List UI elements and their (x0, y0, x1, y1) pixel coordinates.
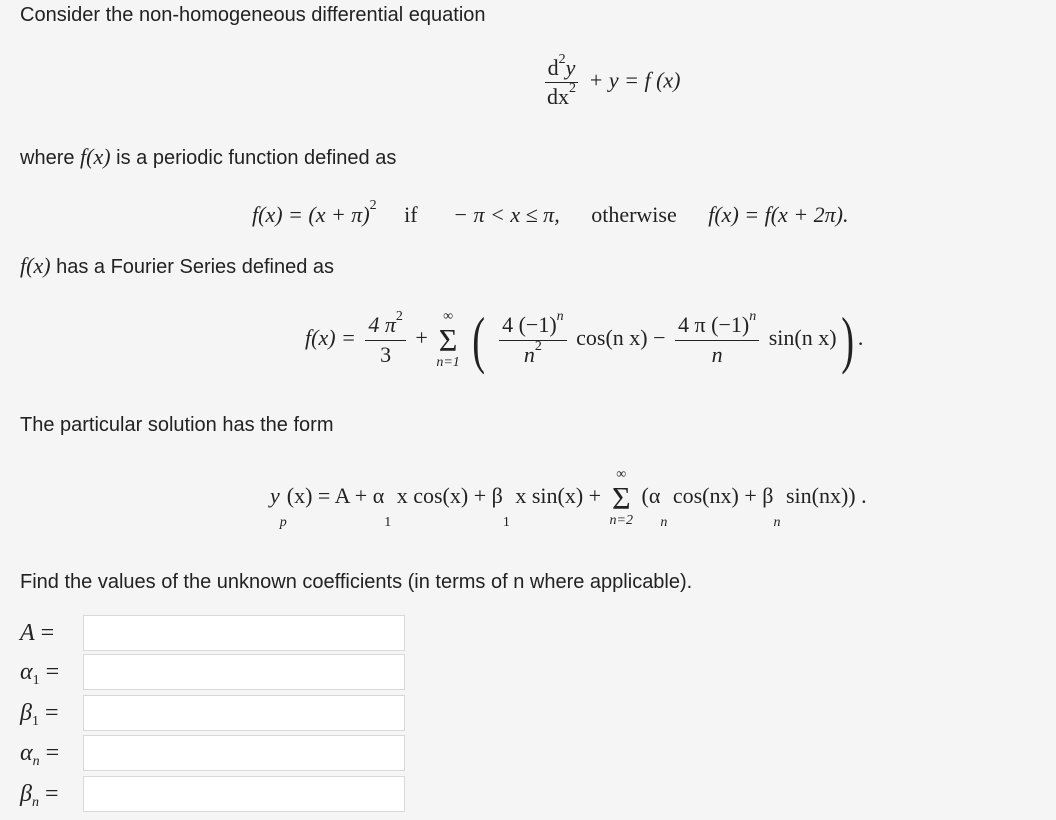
field-row-a (20, 614, 82, 652)
field-label-a: A = (20, 619, 55, 646)
instruction-text: Find the values of the unknown coefficients (in terms of n where applicable). (20, 571, 693, 593)
field-row-alphan (20, 734, 82, 772)
fourier-series-equation: f(x) = $\frac{4 \pi^2}{3}$ + ∞ Σ n=1 ( $\frac{4 (-1)^n}{n^2}$ cos(n x) − $\frac{4 \pi (-1)^n}{n}$ sin(n x)) . (305, 304, 864, 375)
beta1-input[interactable] (83, 695, 405, 731)
field-label-alpha1: $\alpha_1$ = (20, 658, 60, 688)
field-row-betan (20, 775, 82, 813)
field-row-alpha1 (20, 653, 82, 691)
intro-text: Consider the non-homogeneous differential equation (20, 4, 486, 26)
definition-equation: $f(x) = (x + \pi)^2$ if − π < x ≤ π, otherwise f(x) = f(x + 2π). (252, 198, 849, 227)
fourier-text: f(x) has a Fourier Series defined as (20, 253, 335, 278)
alpha1-input[interactable] (83, 654, 405, 690)
alphan-input[interactable] (83, 735, 405, 771)
betan-input[interactable] (83, 776, 405, 812)
where-text: where f(x) is a periodic function defined as (20, 144, 397, 169)
particular-solution-equation: $y_p(x) = A + \alpha_1$ x $\cos(x) + \beta_1$ x sin(x) + ∞ Σ n=2 ($\alpha_n$ $\cos(nx) + \beta_n$ sin(nx)) . (270, 467, 867, 530)
a-input[interactable] (83, 615, 405, 651)
ode-equation: $\frac{d^2y}{dx^2}$ + y = f (x) (540, 56, 681, 109)
field-label-alphan: $\alpha_n$ = (20, 739, 60, 769)
field-row-beta1 (20, 694, 82, 732)
field-label-beta1: $\beta_1$ = (20, 699, 59, 729)
particular-text: The particular solution has the form (20, 414, 334, 436)
field-label-betan: $\beta_n$ = (20, 780, 59, 810)
